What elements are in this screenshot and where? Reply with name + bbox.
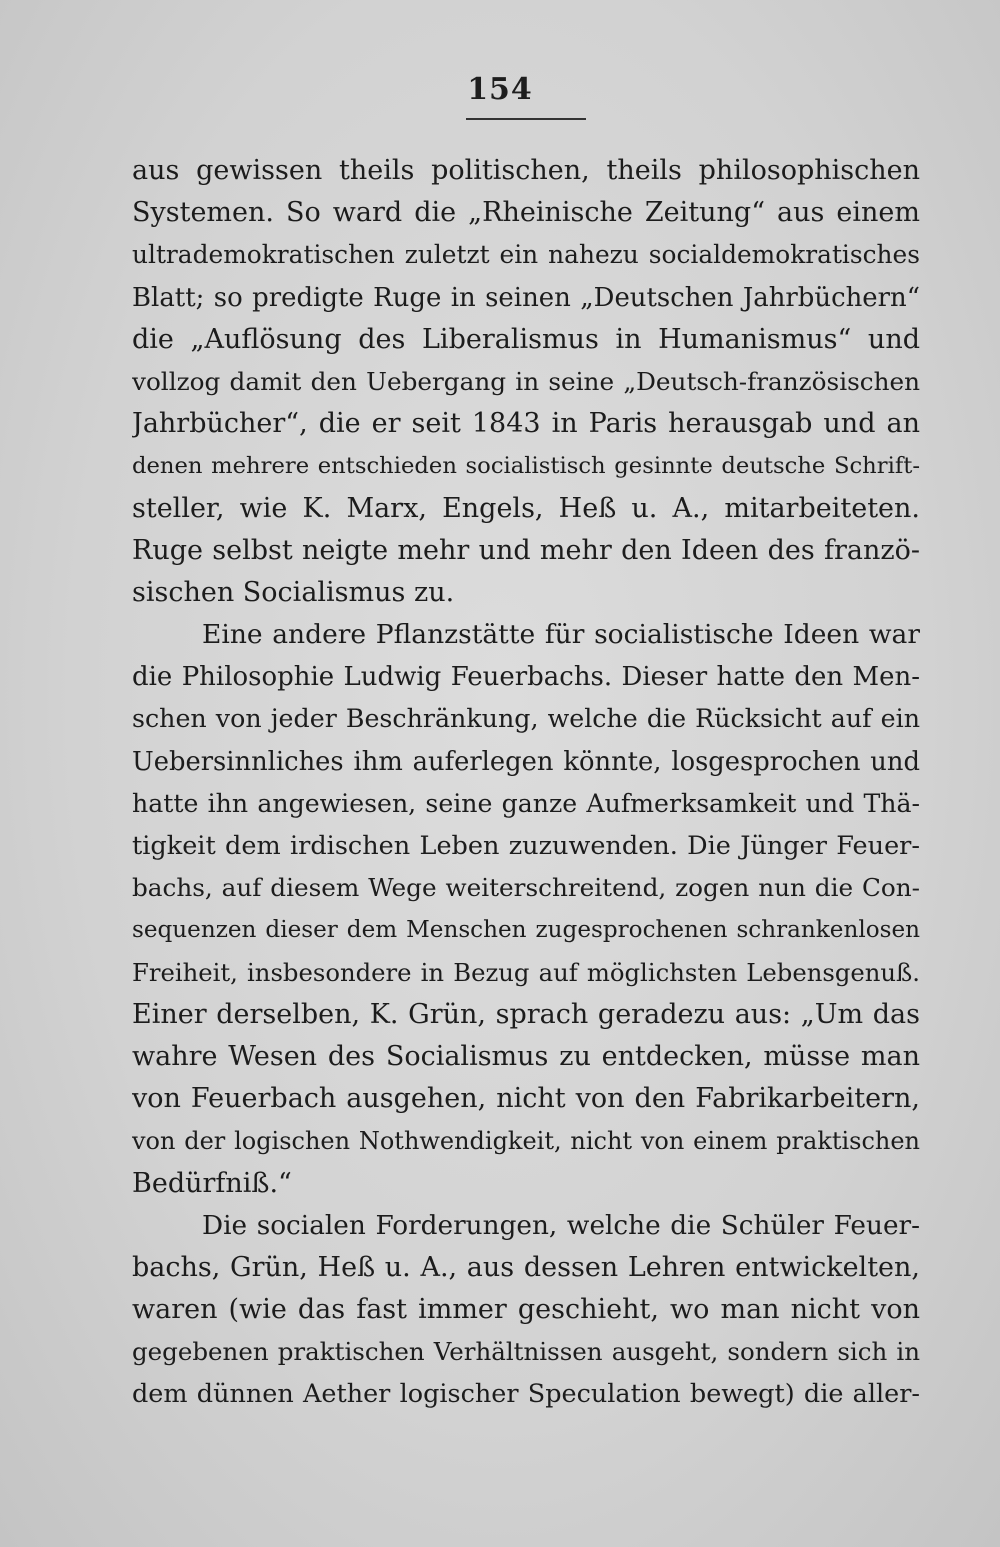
body-text <box>132 150 920 1416</box>
text-line: wahre Wesen des Socialismus zu entdecken, müsse man <box>132 1040 920 1072</box>
text-line: bachs, Grün, Heß u. A., aus dessen Lehren entwickelten, <box>132 1251 920 1283</box>
text-line: bachs, auf diesem Wege weiterschreitend, zogen nun die Con- <box>132 873 920 903</box>
page-number: 154 <box>467 72 533 107</box>
text-line: Blatt; so predigte Ruge in seinen „Deutschen Jahrbüchern“ <box>132 282 920 313</box>
text-line: vollzog damit den Uebergang in seine „Deutsch-französischen <box>132 366 920 396</box>
text-line: gegebenen praktischen Verhältnissen ausgeht, sondern sich in <box>132 1337 920 1367</box>
text-line: sequenzen dieser dem Menschen zugesprochenen schrankenlosen <box>132 917 920 944</box>
text-line: Einer derselben, K. Grün, sprach geradezu aus: „Um das <box>132 998 920 1030</box>
text-line: die „Auflösung des Liberalismus in Humanismus“ und <box>132 323 920 355</box>
text-line: aus gewissen theils politischen, theils philosophischen <box>132 155 920 186</box>
text-line: tigkeit dem irdischen Leben zuzuwenden. Die Jünger Feuer- <box>132 831 920 861</box>
text-line: Die socialen Forderungen, welche die Schüler Feuer- <box>202 1210 920 1241</box>
text-line: Systemen. So ward die „Rheinische Zeitung“ aus einem <box>132 197 920 229</box>
text-line: Ruge selbst neigte mehr und mehr den Ideen des franzö- <box>132 534 920 566</box>
text-line: von Feuerbach ausgehen, nicht von den Fabrikarbeitern, <box>132 1083 920 1115</box>
text-line: sischen Socialismus zu. <box>132 576 455 608</box>
text-line: dem dünnen Aether logischer Speculation bewegt) die aller- <box>132 1379 920 1410</box>
text-line: Freiheit, insbesondere in Bezug auf möglichsten Lebensgenuß. <box>132 957 920 987</box>
text-line: schen von jeder Beschränkung, welche die Rücksicht auf ein <box>132 704 920 734</box>
text-line: steller, wie K. Marx, Engels, Heß u. A., mitarbeiteten. <box>132 492 920 524</box>
text-line: Bedürfniß.“ <box>132 1167 292 1199</box>
text-line: von der logischen Nothwendigkeit, nicht von einem praktischen <box>132 1127 920 1156</box>
text-line: Eine andere Pflanzstätte für socialistische Ideen war <box>202 619 920 651</box>
text-line: Jahrbücher“, die er seit 1843 in Paris herausgab und an <box>132 408 920 440</box>
text-line: die Philosophie Ludwig Feuerbachs. Dieser hatte den Men- <box>132 662 920 693</box>
text-line: ultrademokratischen zuletzt ein nahezu socialdemokratisches <box>132 240 920 270</box>
text-line: Uebersinnliches ihm auferlegen könnte, losgesprochen und <box>132 746 920 777</box>
text-line: waren (wie das fast immer geschieht, wo man nicht von <box>132 1294 920 1326</box>
text-line: denen mehrere entschieden socialistisch gesinnte deutsche Schrift- <box>132 453 920 480</box>
header-rule <box>466 118 586 120</box>
text-line: hatte ihn angewiesen, seine ganze Aufmerksamkeit und Thä- <box>132 788 920 818</box>
